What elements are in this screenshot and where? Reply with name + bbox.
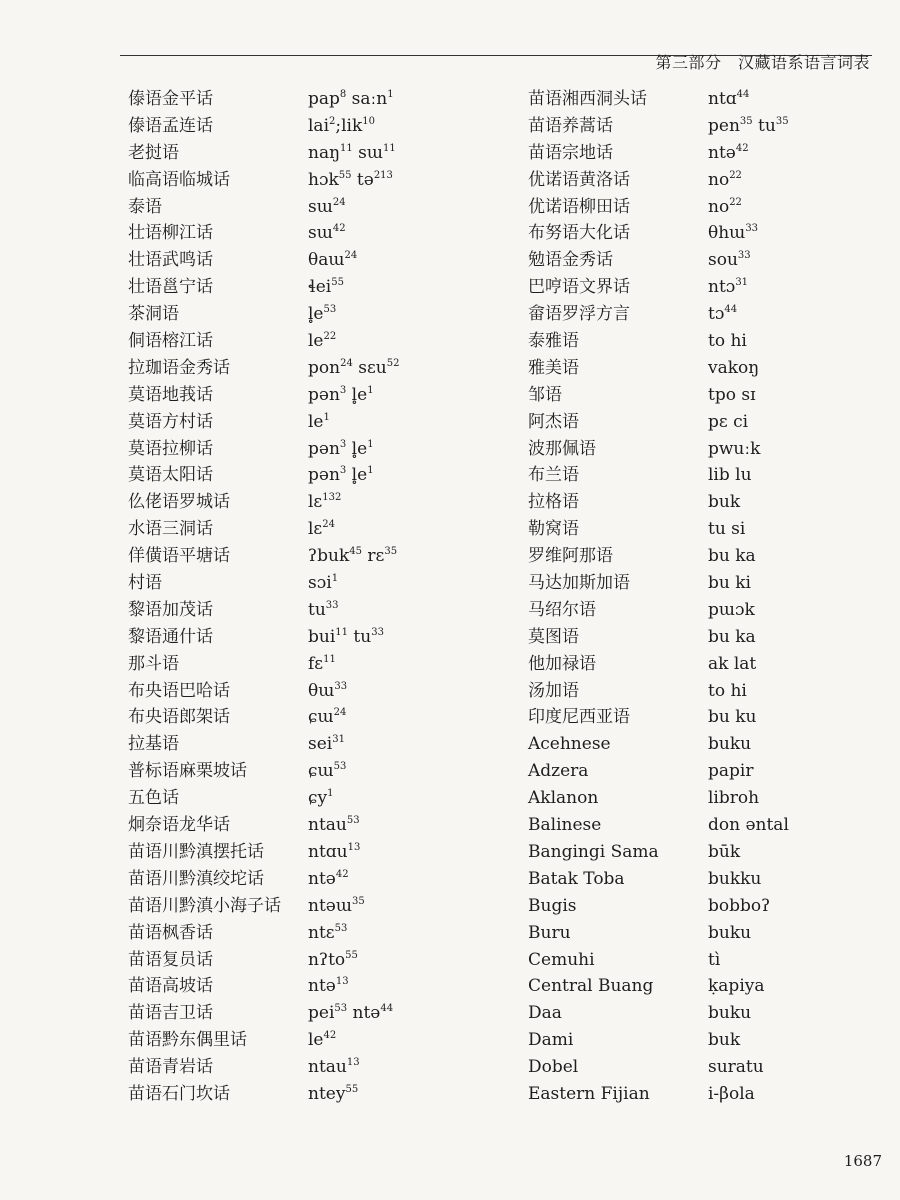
- word-list-row: [128, 489, 488, 516]
- word-form: papir: [708, 761, 754, 782]
- language-name: 罗维阿那语: [528, 546, 613, 567]
- language-name: 壮语柳江话: [128, 223, 213, 244]
- language-name: Dobel: [528, 1057, 579, 1078]
- page-number: 1687: [843, 1152, 882, 1170]
- word-form: tpo sɪ: [708, 384, 756, 405]
- language-name: 苗语川黔滇小海子话: [128, 895, 281, 916]
- word-list-row: [128, 274, 488, 301]
- language-name: Bugis: [528, 895, 577, 916]
- word-list-row: [128, 624, 488, 651]
- word-form: buku: [708, 734, 752, 755]
- language-name: 莫语方村话: [128, 411, 213, 432]
- language-name: 黎语加茂话: [128, 599, 213, 620]
- word-list-row: [528, 167, 888, 194]
- word-form: $tu^{33}$: [308, 599, 339, 620]
- left-column: [128, 86, 488, 1108]
- word-form: pei$^{53}$ ntə$^{44}$: [308, 1003, 394, 1024]
- word-form: $no^{22}$: [708, 169, 742, 190]
- word-form: i-βola: [708, 1083, 755, 1104]
- word-form: pən$^3$ $l̥e^1$: [308, 438, 374, 459]
- language-name: 布兰语: [528, 465, 579, 486]
- word-list-row: [528, 462, 888, 489]
- language-name: 莫语地莪话: [128, 384, 213, 405]
- word-list-row: [528, 140, 888, 167]
- word-form: sɔi$^1$: [308, 573, 339, 594]
- word-list-row: [528, 1054, 888, 1081]
- word-form: suratu: [708, 1057, 764, 1078]
- word-list-row: [128, 866, 488, 893]
- word-form: nʔto$^{55}$: [308, 949, 358, 970]
- language-name: 拉格语: [528, 492, 579, 513]
- word-form: pen$^{35}$ $tu^{35}$: [708, 115, 789, 136]
- word-list-row: [528, 973, 888, 1000]
- word-form: naŋ$^{11}$ sɯ$^{11}$: [308, 142, 396, 163]
- word-list-row: [128, 462, 488, 489]
- word-form: ntə$^{42}$: [308, 868, 349, 889]
- word-list-row: [528, 247, 888, 274]
- language-name: 侗语榕江话: [128, 331, 213, 352]
- language-name: 巴哼语文界话: [528, 277, 630, 298]
- word-list-row: [528, 812, 888, 839]
- word-form: tì: [708, 949, 721, 970]
- language-name: 阿杰语: [528, 411, 579, 432]
- word-list-row: [528, 893, 888, 920]
- word-form: ntɛ$^{53}$: [308, 922, 348, 943]
- language-name: Bangingi Sama: [528, 841, 659, 862]
- word-list-row: [528, 409, 888, 436]
- language-name: 苗语青岩话: [128, 1057, 213, 1078]
- language-name: 畲语罗浮方言: [528, 304, 630, 325]
- word-form: lib lu: [708, 465, 752, 486]
- language-name: 苗语养蒿话: [528, 115, 613, 136]
- language-name: Adzera: [528, 761, 589, 782]
- language-name: 水语三洞话: [128, 519, 213, 540]
- word-list-row: [128, 704, 488, 731]
- word-list-row: [528, 1027, 888, 1054]
- word-list-row: [528, 597, 888, 624]
- word-form: pən$^3$ $l̥e^1$: [308, 384, 374, 405]
- language-name: 仫佬语罗城话: [128, 492, 230, 513]
- language-name: 苗语宗地话: [528, 142, 613, 163]
- word-list-row: [128, 301, 488, 328]
- word-list-row: [528, 436, 888, 463]
- word-form: ntə$^{13}$: [308, 976, 349, 997]
- word-form: pap$^8$ saːn$^1$: [308, 89, 394, 109]
- language-name: 莫语拉柳话: [128, 438, 213, 459]
- language-name: 佯僙语平塘话: [128, 546, 230, 567]
- language-name: 苗语黔东偶里话: [128, 1030, 247, 1051]
- language-name: 布努语大化话: [528, 223, 630, 244]
- language-name: 老挝语: [128, 142, 179, 163]
- word-form: ʔbuk$^{45}$ rɛ$^{35}$: [308, 546, 398, 567]
- word-list-row: [128, 194, 488, 221]
- language-name: 拉珈语金秀话: [128, 357, 230, 378]
- word-form: bui$^{11}$ $tu^{33}$: [308, 626, 384, 647]
- language-name: 村语: [128, 573, 162, 594]
- word-list-row: [128, 973, 488, 1000]
- word-list-row: [528, 382, 888, 409]
- word-form: bukku: [708, 868, 762, 889]
- word-list-row: [128, 1027, 488, 1054]
- word-form: sei$^{31}$: [308, 734, 345, 755]
- word-form: sou$^{33}$: [708, 250, 751, 271]
- language-name: 马达加斯加语: [528, 573, 630, 594]
- word-list-row: [128, 409, 488, 436]
- language-name: Daa: [528, 1003, 562, 1024]
- word-form: ntəɯ$^{35}$: [308, 895, 365, 916]
- word-form: to hi: [708, 331, 747, 352]
- word-list-row: [528, 651, 888, 678]
- word-form: pon$^{24}$ sɛu$^{52}$: [308, 357, 400, 378]
- word-form: ɕɯ$^{53}$: [308, 761, 347, 782]
- word-list-row: [528, 947, 888, 974]
- word-form: lɛ$^{24}$: [308, 519, 335, 540]
- word-form: buku: [708, 922, 752, 943]
- word-form: vakoŋ: [708, 357, 760, 378]
- word-list-row: [528, 678, 888, 705]
- word-list-row: [528, 194, 888, 221]
- word-form: $le^{22}$: [308, 331, 337, 352]
- language-name: 壮语武鸣话: [128, 250, 213, 271]
- word-form: $no^{22}$: [708, 196, 742, 217]
- word-form: buku: [708, 1003, 752, 1024]
- language-name: 茶洞语: [128, 304, 179, 325]
- language-name: 苗语石门坎话: [128, 1083, 230, 1104]
- word-form: pən$^3$ $l̥e^1$: [308, 465, 374, 486]
- word-form: bobboʔ: [708, 895, 771, 916]
- word-form: $le^{42}$: [308, 1030, 337, 1051]
- word-form: lɛ$^{132}$: [308, 492, 342, 513]
- word-list-row: [528, 355, 888, 382]
- word-form: bu ka: [708, 546, 756, 567]
- running-head: 第三部分 汉藏语系语言词表: [655, 53, 870, 72]
- language-name: 苗语高坡话: [128, 976, 213, 997]
- word-form: hɔk$^{55}$ tə$^{213}$: [308, 169, 393, 190]
- language-name: 苗语川黔滇绞坨话: [128, 868, 264, 889]
- language-name: 苗语枫香话: [128, 922, 213, 943]
- word-form: bu ki: [708, 573, 751, 594]
- word-form: ntey$^{55}$: [308, 1083, 359, 1104]
- word-list-row: [528, 328, 888, 355]
- word-list-row: [528, 731, 888, 758]
- word-form: fɛ$^{11}$: [308, 653, 336, 674]
- language-name: 他加禄语: [528, 653, 596, 674]
- word-list-row: [128, 220, 488, 247]
- language-name: 勉语金秀话: [528, 250, 613, 271]
- language-name: Balinese: [528, 815, 602, 836]
- word-form: bu ka: [708, 626, 756, 647]
- word-form: ntə$^{42}$: [708, 142, 749, 163]
- word-form: ntɑ$^{44}$: [708, 89, 750, 109]
- word-list-row: [128, 785, 488, 812]
- language-name: 泰雅语: [528, 331, 579, 352]
- language-name: 壮语邕宁话: [128, 277, 213, 298]
- word-list-row: [528, 920, 888, 947]
- word-list-row: [528, 785, 888, 812]
- word-form: tɔ$^{44}$: [708, 304, 738, 325]
- word-form: ɕɯ$^{24}$: [308, 707, 347, 728]
- language-name: 苗语湘西洞头话: [528, 89, 647, 109]
- word-form: ntɑu$^{13}$: [308, 841, 361, 862]
- language-name: Eastern Fijian: [528, 1083, 650, 1104]
- word-list-row: [528, 220, 888, 247]
- word-form: tu si: [708, 519, 746, 540]
- word-list-row: [128, 436, 488, 463]
- word-form: buk: [708, 492, 741, 513]
- word-list-row: [128, 247, 488, 274]
- word-list-row: [528, 274, 888, 301]
- word-form: ak lat: [708, 653, 757, 674]
- word-list-row: [128, 758, 488, 785]
- language-name: 邹语: [528, 384, 562, 405]
- word-list-row: [128, 328, 488, 355]
- word-list-row: [528, 489, 888, 516]
- word-list-row: [128, 678, 488, 705]
- language-name: 汤加语: [528, 680, 579, 701]
- language-name: 傣语金平话: [128, 89, 213, 109]
- language-name: 印度尼西亚语: [528, 707, 630, 728]
- word-form: buk: [708, 1030, 741, 1051]
- word-form: bu ku: [708, 707, 757, 728]
- word-list-row: [128, 839, 488, 866]
- word-list-row: [128, 1054, 488, 1081]
- word-list-row: [528, 86, 888, 113]
- word-form: pwuːk: [708, 438, 761, 459]
- language-name: 拉基语: [128, 734, 179, 755]
- language-name: Central Buang: [528, 976, 654, 997]
- language-name: 雅美语: [528, 357, 579, 378]
- word-form: ɬei$^{55}$: [308, 277, 344, 298]
- language-name: 波那佩语: [528, 438, 596, 459]
- language-name: 临高语临城话: [128, 169, 230, 190]
- language-name: 五色话: [128, 788, 179, 809]
- word-list-row: [528, 113, 888, 140]
- word-list-row: [128, 167, 488, 194]
- language-name: Dami: [528, 1030, 574, 1051]
- word-list-row: [128, 947, 488, 974]
- word-list-row: [528, 516, 888, 543]
- language-name: Buru: [528, 922, 571, 943]
- word-list-row: [128, 113, 488, 140]
- language-name: 黎语通什话: [128, 626, 213, 647]
- language-name: 优诺语柳田话: [528, 196, 630, 217]
- language-name: 莫图语: [528, 626, 579, 647]
- word-form: pɯɔk: [708, 599, 755, 620]
- word-form: θhɯ$^{33}$: [708, 223, 759, 244]
- word-list-row: [528, 758, 888, 785]
- word-form: sɯ$^{42}$: [308, 223, 346, 244]
- language-name: 优诺语黄洛话: [528, 169, 630, 190]
- word-list-row: [128, 731, 488, 758]
- word-form: sɯ$^{24}$: [308, 196, 346, 217]
- language-name: 布央语巴哈话: [128, 680, 230, 701]
- word-form: don əntal: [708, 815, 789, 836]
- language-name: 马绍尔语: [528, 599, 596, 620]
- word-form: $l̥e^{53}$: [308, 304, 337, 325]
- word-form: ɕy$^1$: [308, 788, 334, 809]
- word-list-row: [528, 866, 888, 893]
- word-form: θaɯ$^{24}$: [308, 250, 358, 271]
- word-list-row: [128, 920, 488, 947]
- language-name: 苗语吉卫话: [128, 1003, 213, 1024]
- word-form: ntau$^{13}$: [308, 1057, 360, 1078]
- word-list-row: [128, 597, 488, 624]
- word-form: ntɔ$^{31}$: [708, 277, 749, 298]
- word-form: ntau$^{53}$: [308, 815, 360, 836]
- word-list-row: [128, 355, 488, 382]
- word-form: būk: [708, 841, 741, 862]
- right-column: [528, 86, 888, 1108]
- language-name: 莫语太阳话: [128, 465, 213, 486]
- word-list-row: [128, 812, 488, 839]
- word-list-row: [128, 543, 488, 570]
- word-list-row: [128, 140, 488, 167]
- language-name: 布央语郎架话: [128, 707, 230, 728]
- word-list-row: [528, 839, 888, 866]
- language-name: 那斗语: [128, 653, 179, 674]
- word-list-row: [528, 1000, 888, 1027]
- language-name: Batak Toba: [528, 868, 625, 889]
- language-name: Aklanon: [528, 788, 599, 809]
- language-name: 普标语麻栗坡话: [128, 761, 247, 782]
- language-name: Acehnese: [528, 734, 611, 755]
- word-list-row: [528, 1081, 888, 1108]
- word-form: lai$^2$;lik$^{10}$: [308, 115, 376, 136]
- word-form: pɛ ci: [708, 411, 749, 432]
- language-name: 苗语川黔滇摆托话: [128, 841, 264, 862]
- word-list-row: [128, 1000, 488, 1027]
- word-list-row: [128, 893, 488, 920]
- word-form: to hi: [708, 680, 747, 701]
- language-name: 苗语复员话: [128, 949, 213, 970]
- word-list-row: [528, 570, 888, 597]
- word-list-row: [528, 301, 888, 328]
- word-list-row: [528, 543, 888, 570]
- word-form: libroh: [708, 788, 760, 809]
- word-list-row: [128, 651, 488, 678]
- word-list-row: [128, 86, 488, 113]
- language-name: 傣语孟连话: [128, 115, 213, 136]
- word-list-row: [128, 570, 488, 597]
- word-list-row: [528, 624, 888, 651]
- language-name: 泰语: [128, 196, 162, 217]
- language-name: 勒窝语: [528, 519, 579, 540]
- word-form: ḳapiya: [708, 976, 765, 997]
- word-form: $le^1$: [308, 411, 330, 432]
- word-form: θɯ$^{33}$: [308, 680, 348, 701]
- word-list-row: [128, 382, 488, 409]
- language-name: Cemuhi: [528, 949, 595, 970]
- word-list-row: [128, 1081, 488, 1108]
- word-list-row: [128, 516, 488, 543]
- language-name: 炯奈语龙华话: [128, 815, 230, 836]
- word-list-row: [528, 704, 888, 731]
